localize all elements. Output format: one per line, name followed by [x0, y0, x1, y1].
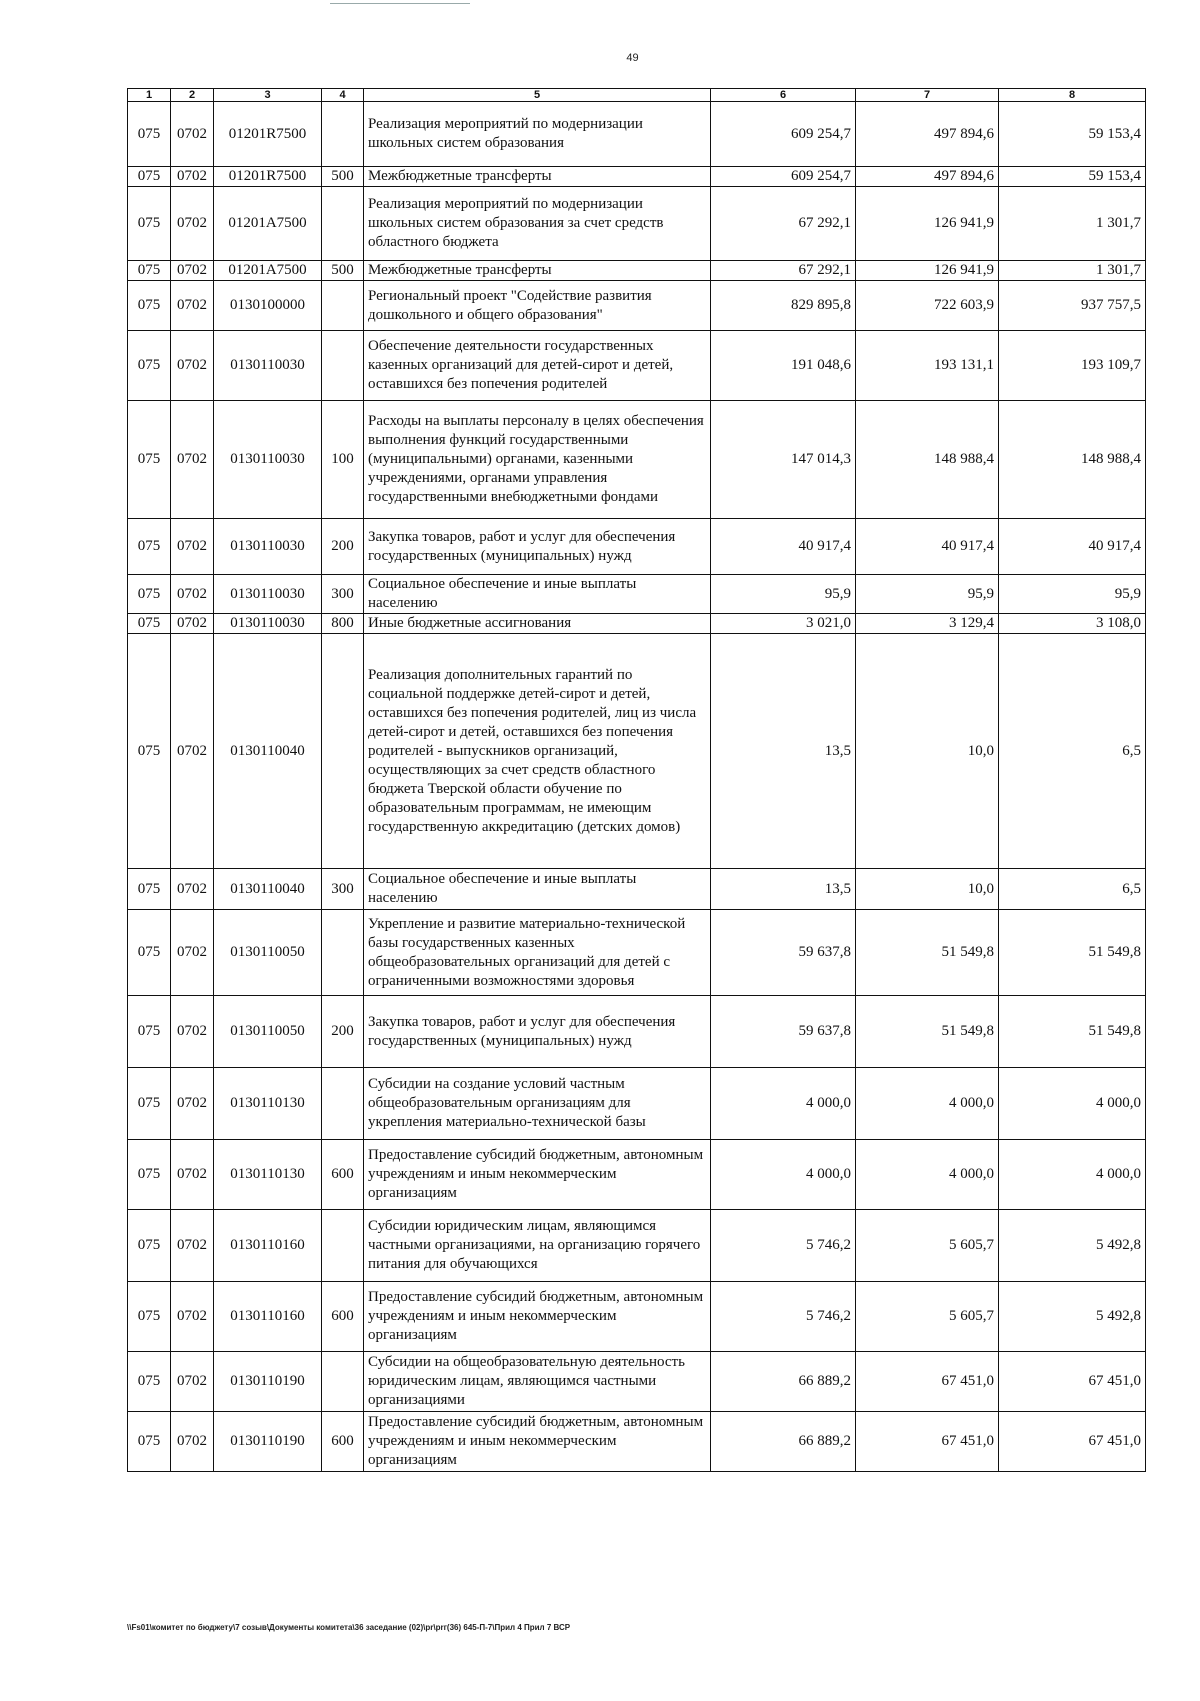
cell-admin-code: 075: [128, 575, 171, 614]
cell-amount-col-6: 4 000,0: [711, 1140, 856, 1210]
cell-expense-type: 600: [322, 1140, 364, 1210]
cell-description: Укрепление и развитие материально-технической базы государственных казенных общеобразовательных организаций для детей с ограниченными возможностями здоровья: [364, 910, 711, 996]
cell-description: Реализация дополнительных гарантий по социальной поддержке детей-сирот и детей, оставшихся без попечения родителей, лиц из числа детей-сирот и детей, оставшихся без попечения родителей - выпускников организаций, осуществляющих за счет средств областного бюджета Тверской области обучение по образовательным программам, не имеющим государственную аккредитацию (детских домов): [364, 634, 711, 869]
cell-section-code: 0702: [171, 401, 214, 519]
cell-amount-col-7: 497 894,6: [856, 102, 999, 167]
cell-admin-code: 075: [128, 167, 171, 187]
cell-amount-col-7: 4 000,0: [856, 1140, 999, 1210]
table-row: [128, 401, 1146, 519]
cell-description: Реализация мероприятий по модернизации школьных систем образования за счет средств областного бюджета: [364, 187, 711, 261]
cell-amount-col-6: 66 889,2: [711, 1352, 856, 1412]
cell-section-code: 0702: [171, 187, 214, 261]
cell-description: Иные бюджетные ассигнования: [364, 614, 711, 634]
cell-amount-col-8: 3 108,0: [999, 614, 1146, 634]
cell-target-code: 01201A7500: [214, 261, 322, 281]
cell-target-code: 0130110050: [214, 910, 322, 996]
cell-description: Обеспечение деятельности государственных казенных организаций для детей-сирот и детей, оставшихся без попечения родителей: [364, 331, 711, 401]
cell-target-code: 0130100000: [214, 281, 322, 331]
cell-description: Расходы на выплаты персоналу в целях обеспечения выполнения функций государственными (муниципальными) органами, казенными учреждениями, органами управления государственными внебюджетными фондами: [364, 401, 711, 519]
cell-admin-code: 075: [128, 1210, 171, 1282]
cell-description: Социальное обеспечение и иные выплаты населению: [364, 575, 711, 614]
cell-target-code: 0130110190: [214, 1412, 322, 1472]
column-header-4: 4: [322, 89, 364, 102]
cell-admin-code: 075: [128, 1282, 171, 1352]
cell-target-code: 0130110130: [214, 1068, 322, 1140]
cell-amount-col-6: 4 000,0: [711, 1068, 856, 1140]
cell-section-code: 0702: [171, 1140, 214, 1210]
column-header-7: 7: [856, 89, 999, 102]
table-row: [128, 996, 1146, 1068]
cell-admin-code: 075: [128, 1352, 171, 1412]
cell-section-code: 0702: [171, 634, 214, 869]
cell-amount-col-6: 13,5: [711, 869, 856, 910]
cell-amount-col-8: 40 917,4: [999, 519, 1146, 575]
cell-section-code: 0702: [171, 331, 214, 401]
column-header-6: 6: [711, 89, 856, 102]
cell-section-code: 0702: [171, 614, 214, 634]
table-row: [128, 167, 1146, 187]
cell-amount-col-6: 95,9: [711, 575, 856, 614]
cell-expense-type: 600: [322, 1412, 364, 1472]
cell-amount-col-6: 609 254,7: [711, 102, 856, 167]
cell-amount-col-8: 4 000,0: [999, 1140, 1146, 1210]
table-row: [128, 614, 1146, 634]
cell-expense-type: [322, 1068, 364, 1140]
footer-file-path: \\Fs01\комитет по бюджету\7 созыв\Документы комитета\36 заседание (02)\pr\prг(36) 645-П-7\Прил 4 Прил 7 ВСР: [127, 1623, 571, 1632]
cell-expense-type: [322, 102, 364, 167]
cell-amount-col-8: 4 000,0: [999, 1068, 1146, 1140]
cell-amount-col-7: 126 941,9: [856, 187, 999, 261]
cell-expense-type: 200: [322, 519, 364, 575]
table-row: [128, 869, 1146, 910]
table-row: [128, 1412, 1146, 1472]
cell-admin-code: 075: [128, 614, 171, 634]
cell-target-code: 0130110030: [214, 401, 322, 519]
cell-admin-code: 075: [128, 187, 171, 261]
cell-section-code: 0702: [171, 575, 214, 614]
cell-admin-code: 075: [128, 1068, 171, 1140]
cell-expense-type: [322, 331, 364, 401]
cell-target-code: 0130110030: [214, 331, 322, 401]
cell-amount-col-7: 10,0: [856, 634, 999, 869]
cell-description: Субсидии юридическим лицам, являющимся частными организациями, на организацию горячего питания для обучающихся: [364, 1210, 711, 1282]
cell-section-code: 0702: [171, 1068, 214, 1140]
cell-admin-code: 075: [128, 519, 171, 575]
cell-admin-code: 075: [128, 281, 171, 331]
cell-amount-col-7: 67 451,0: [856, 1352, 999, 1412]
cell-amount-col-7: 722 603,9: [856, 281, 999, 331]
cell-target-code: 0130110160: [214, 1282, 322, 1352]
cell-target-code: 01201A7500: [214, 187, 322, 261]
column-number-row: [128, 89, 1146, 102]
cell-target-code: 0130110040: [214, 869, 322, 910]
cell-target-code: 01201R7500: [214, 102, 322, 167]
cell-section-code: 0702: [171, 261, 214, 281]
column-header-1: 1: [128, 89, 171, 102]
cell-amount-col-7: 4 000,0: [856, 1068, 999, 1140]
cell-amount-col-6: 5 746,2: [711, 1210, 856, 1282]
cell-expense-type: 500: [322, 167, 364, 187]
cell-amount-col-6: 67 292,1: [711, 187, 856, 261]
cell-amount-col-8: 937 757,5: [999, 281, 1146, 331]
cell-amount-col-7: 497 894,6: [856, 167, 999, 187]
cell-amount-col-6: 40 917,4: [711, 519, 856, 575]
cell-section-code: 0702: [171, 1352, 214, 1412]
cell-description: Межбюджетные трансферты: [364, 167, 711, 187]
cell-expense-type: [322, 1210, 364, 1282]
table-row: [128, 331, 1146, 401]
table-row: [128, 1210, 1146, 1282]
cell-description: Субсидии на общеобразовательную деятельность юридическим лицам, являющимся частными организациями: [364, 1352, 711, 1412]
cell-amount-col-6: 66 889,2: [711, 1412, 856, 1472]
cell-description: Закупка товаров, работ и услуг для обеспечения государственных (муниципальных) нужд: [364, 996, 711, 1068]
cell-admin-code: 075: [128, 869, 171, 910]
cell-amount-col-7: 126 941,9: [856, 261, 999, 281]
cell-amount-col-7: 5 605,7: [856, 1210, 999, 1282]
cell-admin-code: 075: [128, 910, 171, 996]
cell-admin-code: 075: [128, 102, 171, 167]
cell-amount-col-6: 13,5: [711, 634, 856, 869]
cell-description: Реализация мероприятий по модернизации школьных систем образования: [364, 102, 711, 167]
table-row: [128, 575, 1146, 614]
cell-amount-col-8: 148 988,4: [999, 401, 1146, 519]
cell-expense-type: 300: [322, 575, 364, 614]
table-row: [128, 519, 1146, 575]
cell-amount-col-7: 3 129,4: [856, 614, 999, 634]
cell-admin-code: 075: [128, 634, 171, 869]
cell-amount-col-7: 40 917,4: [856, 519, 999, 575]
cell-amount-col-8: 67 451,0: [999, 1352, 1146, 1412]
cell-amount-col-8: 1 301,7: [999, 187, 1146, 261]
cell-target-code: 0130110030: [214, 575, 322, 614]
cell-admin-code: 075: [128, 261, 171, 281]
cell-description: Межбюджетные трансферты: [364, 261, 711, 281]
budget-table: [127, 88, 1146, 1472]
table-body: [128, 102, 1146, 1472]
cell-expense-type: [322, 910, 364, 996]
cell-amount-col-8: 51 549,8: [999, 996, 1146, 1068]
cell-expense-type: [322, 1352, 364, 1412]
table-row: [128, 281, 1146, 331]
cell-expense-type: 600: [322, 1282, 364, 1352]
cell-expense-type: 200: [322, 996, 364, 1068]
cell-admin-code: 075: [128, 1140, 171, 1210]
cell-description: Социальное обеспечение и иные выплаты населению: [364, 869, 711, 910]
column-header-8: 8: [999, 89, 1146, 102]
cell-expense-type: 500: [322, 261, 364, 281]
cell-section-code: 0702: [171, 281, 214, 331]
table-row: [128, 187, 1146, 261]
cell-amount-col-8: 5 492,8: [999, 1282, 1146, 1352]
cell-amount-col-7: 51 549,8: [856, 910, 999, 996]
cell-description: Предоставление субсидий бюджетным, автономным учреждениям и иным некоммерческим организациям: [364, 1412, 711, 1472]
cell-amount-col-8: 51 549,8: [999, 910, 1146, 996]
cell-amount-col-6: 191 048,6: [711, 331, 856, 401]
cell-amount-col-7: 10,0: [856, 869, 999, 910]
cell-target-code: 0130110050: [214, 996, 322, 1068]
table-row: [128, 1282, 1146, 1352]
cell-admin-code: 075: [128, 401, 171, 519]
cell-expense-type: [322, 281, 364, 331]
cell-target-code: 0130110040: [214, 634, 322, 869]
cell-amount-col-8: 59 153,4: [999, 167, 1146, 187]
cell-amount-col-6: 609 254,7: [711, 167, 856, 187]
cell-admin-code: 075: [128, 1412, 171, 1472]
cell-section-code: 0702: [171, 1282, 214, 1352]
table-row: [128, 910, 1146, 996]
cell-amount-col-8: 193 109,7: [999, 331, 1146, 401]
cell-section-code: 0702: [171, 1210, 214, 1282]
cell-section-code: 0702: [171, 1412, 214, 1472]
cell-description: Предоставление субсидий бюджетным, автономным учреждениям и иным некоммерческим организациям: [364, 1140, 711, 1210]
column-header-5: 5: [364, 89, 711, 102]
cell-amount-col-8: 5 492,8: [999, 1210, 1146, 1282]
cell-description: Субсидии на создание условий частным общеобразовательным организациям для укрепления материально-технической базы: [364, 1068, 711, 1140]
cell-amount-col-8: 95,9: [999, 575, 1146, 614]
page-number: 49: [626, 52, 639, 64]
cell-target-code: 01201R7500: [214, 167, 322, 187]
cell-section-code: 0702: [171, 519, 214, 575]
cell-section-code: 0702: [171, 102, 214, 167]
cell-section-code: 0702: [171, 167, 214, 187]
cell-amount-col-6: 59 637,8: [711, 910, 856, 996]
cell-amount-col-6: 59 637,8: [711, 996, 856, 1068]
table-row: [128, 634, 1146, 869]
cell-target-code: 0130110030: [214, 614, 322, 634]
cell-target-code: 0130110160: [214, 1210, 322, 1282]
cell-amount-col-7: 148 988,4: [856, 401, 999, 519]
cell-amount-col-8: 59 153,4: [999, 102, 1146, 167]
cell-admin-code: 075: [128, 331, 171, 401]
cell-description: Закупка товаров, работ и услуг для обеспечения государственных (муниципальных) нужд: [364, 519, 711, 575]
table-row: [128, 1140, 1146, 1210]
cell-amount-col-8: 67 451,0: [999, 1412, 1146, 1472]
cell-amount-col-7: 51 549,8: [856, 996, 999, 1068]
column-header-2: 2: [171, 89, 214, 102]
cell-admin-code: 075: [128, 996, 171, 1068]
cell-amount-col-6: 3 021,0: [711, 614, 856, 634]
cell-expense-type: 300: [322, 869, 364, 910]
cell-amount-col-6: 829 895,8: [711, 281, 856, 331]
cell-expense-type: 100: [322, 401, 364, 519]
cell-section-code: 0702: [171, 996, 214, 1068]
cell-expense-type: [322, 634, 364, 869]
cell-amount-col-7: 193 131,1: [856, 331, 999, 401]
cell-target-code: 0130110190: [214, 1352, 322, 1412]
table-row: [128, 261, 1146, 281]
cell-amount-col-8: 1 301,7: [999, 261, 1146, 281]
cell-description: Региональный проект "Содействие развития дошкольного и общего образования": [364, 281, 711, 331]
column-header-3: 3: [214, 89, 322, 102]
table-row: [128, 1352, 1146, 1412]
cell-amount-col-6: 67 292,1: [711, 261, 856, 281]
cell-description: Предоставление субсидий бюджетным, автономным учреждениям и иным некоммерческим организациям: [364, 1282, 711, 1352]
cell-expense-type: 800: [322, 614, 364, 634]
cell-section-code: 0702: [171, 869, 214, 910]
cell-amount-col-7: 5 605,7: [856, 1282, 999, 1352]
cell-amount-col-6: 5 746,2: [711, 1282, 856, 1352]
cell-amount-col-6: 147 014,3: [711, 401, 856, 519]
cell-amount-col-8: 6,5: [999, 634, 1146, 869]
cell-amount-col-7: 95,9: [856, 575, 999, 614]
cell-amount-col-7: 67 451,0: [856, 1412, 999, 1472]
cell-target-code: 0130110130: [214, 1140, 322, 1210]
scan-edge-line: [330, 3, 470, 4]
table-row: [128, 102, 1146, 167]
cell-amount-col-8: 6,5: [999, 869, 1146, 910]
cell-expense-type: [322, 187, 364, 261]
cell-target-code: 0130110030: [214, 519, 322, 575]
cell-section-code: 0702: [171, 910, 214, 996]
table-row: [128, 1068, 1146, 1140]
